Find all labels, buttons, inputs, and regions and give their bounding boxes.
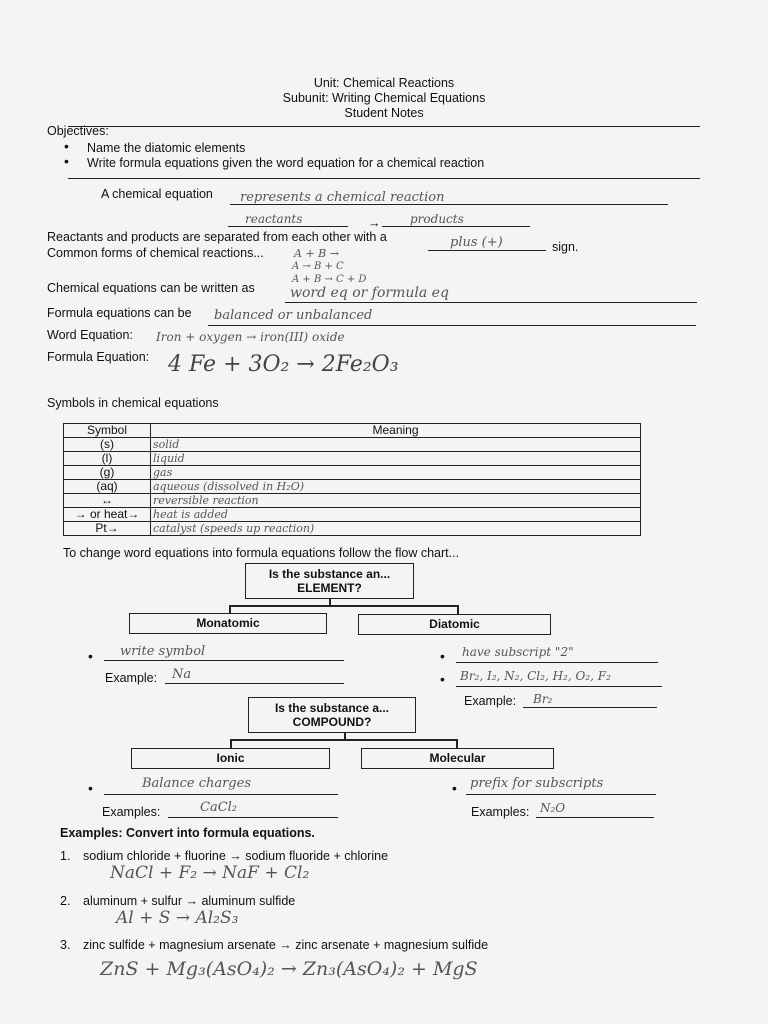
answer-line (456, 662, 658, 663)
table-row (64, 508, 641, 522)
example-label: Example: (464, 694, 517, 708)
subunit-title: Subunit: Writing Chemical Equations (282, 91, 486, 105)
diatomic-box: Diatomic (358, 614, 551, 635)
answer-line (208, 325, 696, 326)
bullet-icon: • (440, 671, 445, 687)
example-label: Example: (105, 671, 158, 685)
handwritten-answer: CaCl₂ (200, 800, 238, 815)
handwritten-answer: plus (+) (450, 235, 503, 250)
handwritten-answer: Iron + oxygen → iron(III) oxide (156, 330, 345, 344)
meaning-cell: reversible reaction (151, 494, 641, 508)
answer-line (104, 794, 338, 795)
answer-line (165, 683, 344, 684)
symbol-cell: (aq) (64, 480, 151, 494)
separator-label: Reactants and products are separated from each other with a (47, 230, 387, 244)
handwritten-answer: write symbol (120, 644, 206, 659)
bullet-icon: • (88, 780, 93, 796)
handwritten-answer: 4 Fe + 3O₂ → 2Fe₂O₃ (168, 352, 399, 377)
handwritten-answer: Al + S → Al₂S₃ (116, 908, 239, 928)
example-text: sodium chloride + fluorine → sodium fluoride + chlorine (83, 849, 389, 863)
answer-line (228, 226, 348, 227)
table-row (64, 438, 641, 452)
meaning-cell: heat is added (151, 508, 641, 522)
molecular-box: Molecular (361, 748, 554, 769)
divider (68, 126, 700, 127)
bullet-icon: • (88, 648, 93, 664)
example-number: 2. (60, 894, 71, 908)
handwritten-answer: NaCl + F₂ → NaF + Cl₂ (110, 863, 310, 883)
arrow-icon: → (368, 216, 381, 230)
box-text: Is the substance a... (274, 701, 390, 715)
table-row (64, 522, 641, 536)
handwritten-answer: A + B → (294, 247, 339, 260)
symbol-cell: (l) (64, 452, 151, 466)
example-number: 1. (60, 849, 71, 863)
formula-eq-label: Formula Equation: (47, 350, 150, 364)
connector (229, 605, 459, 607)
symbol-cell: → or heat→ (64, 508, 151, 522)
handwritten-answer: N₂O (540, 801, 566, 815)
table-row (64, 466, 641, 480)
can-be-label: Formula equations can be (47, 306, 192, 320)
examples-label: Examples: (102, 805, 161, 819)
handwritten-answer: Balance charges (142, 776, 251, 791)
symbol-cell: (g) (64, 466, 151, 480)
answer-line (285, 302, 697, 303)
handwritten-answer: A + B → C + D (292, 274, 367, 285)
bullet-icon: • (64, 138, 69, 154)
example-text: zinc sulfide + magnesium arsenate → zinc arsenate + magnesium sulfide (83, 938, 489, 952)
bullet-icon: • (440, 648, 445, 664)
example-number: 3. (60, 938, 71, 952)
meaning-cell: catalyst (speeds up reaction) (151, 522, 641, 536)
symbols-title: Symbols in chemical equations (47, 396, 219, 410)
element-question-box (245, 563, 414, 599)
definition-label: A chemical equation (101, 187, 213, 201)
handwritten-answer: represents a chemical reaction (240, 190, 445, 205)
meaning-cell: aqueous (dissolved in H₂O) (151, 480, 641, 494)
answer-line (536, 817, 654, 818)
handwritten-answer: Br₂, I₂, N₂, Cl₂, H₂, O₂, F₂ (460, 669, 611, 683)
objectives-label: Objectives: (47, 124, 109, 138)
handwritten-answer: have subscript "2" (462, 645, 574, 659)
answer-line (104, 660, 344, 661)
handwritten-answer: prefix for subscripts (470, 776, 604, 791)
handwritten-answer: Br₂ (533, 692, 553, 706)
flow-intro: To change word equations into formula equations follow the flow chart... (63, 546, 460, 560)
meaning-cell: gas (151, 466, 641, 480)
answer-line (382, 226, 530, 227)
examples-label: Examples: (471, 805, 530, 819)
compound-question-box (248, 697, 416, 733)
bullet-icon: • (452, 780, 457, 796)
monatomic-box: Monatomic (129, 613, 327, 634)
table-row (64, 452, 641, 466)
answer-line (523, 707, 657, 708)
table-row (64, 494, 641, 508)
answer-line (428, 250, 546, 251)
handwritten-answer: Na (172, 667, 192, 682)
objective-item: Write formula equations given the word equation for a chemical reaction (87, 156, 485, 170)
table-row (64, 424, 641, 438)
answer-line (456, 686, 662, 687)
connector (230, 739, 458, 741)
handwritten-answer: A → B + C (292, 261, 344, 272)
symbol-cell: ↔ (64, 494, 151, 508)
column-header: Meaning (151, 424, 641, 438)
written-as-label: Chemical equations can be written as (47, 281, 255, 295)
handwritten-answer: ZnS + Mg₃(AsO₄)₂ → Zn₃(AsO₄)₂ + MgS (100, 958, 478, 980)
table-row (64, 480, 641, 494)
bullet-icon: • (64, 153, 69, 169)
meaning-cell: liquid (151, 452, 641, 466)
unit-title: Unit: Chemical Reactions (313, 76, 455, 90)
example-text: aluminum + sulfur → aluminum sulfide (83, 894, 296, 908)
handwritten-answer: products (410, 212, 464, 226)
divider (68, 178, 700, 179)
box-text: COMPOUND? (292, 715, 372, 729)
column-header: Symbol (64, 424, 151, 438)
box-text: Is the substance an... (268, 567, 391, 581)
word-eq-label: Word Equation: (47, 328, 133, 342)
handwritten-answer: reactants (245, 212, 303, 226)
separator-suffix: sign. (552, 240, 579, 254)
meaning-cell: solid (151, 438, 641, 452)
answer-line (466, 794, 656, 795)
answer-line (168, 817, 338, 818)
ionic-box: Ionic (131, 748, 330, 769)
forms-label: Common forms of chemical reactions... (47, 246, 264, 260)
doc-type: Student Notes (344, 106, 424, 120)
symbols-table (63, 423, 641, 536)
examples-title: Examples: Convert into formula equations. (60, 826, 315, 840)
handwritten-answer: word eq or formula eq (290, 285, 449, 301)
symbol-cell: (s) (64, 438, 151, 452)
symbol-cell: Pt→ (64, 522, 151, 536)
objective-item: Name the diatomic elements (87, 141, 246, 155)
box-text: ELEMENT? (297, 581, 362, 595)
handwritten-answer: balanced or unbalanced (214, 308, 373, 323)
